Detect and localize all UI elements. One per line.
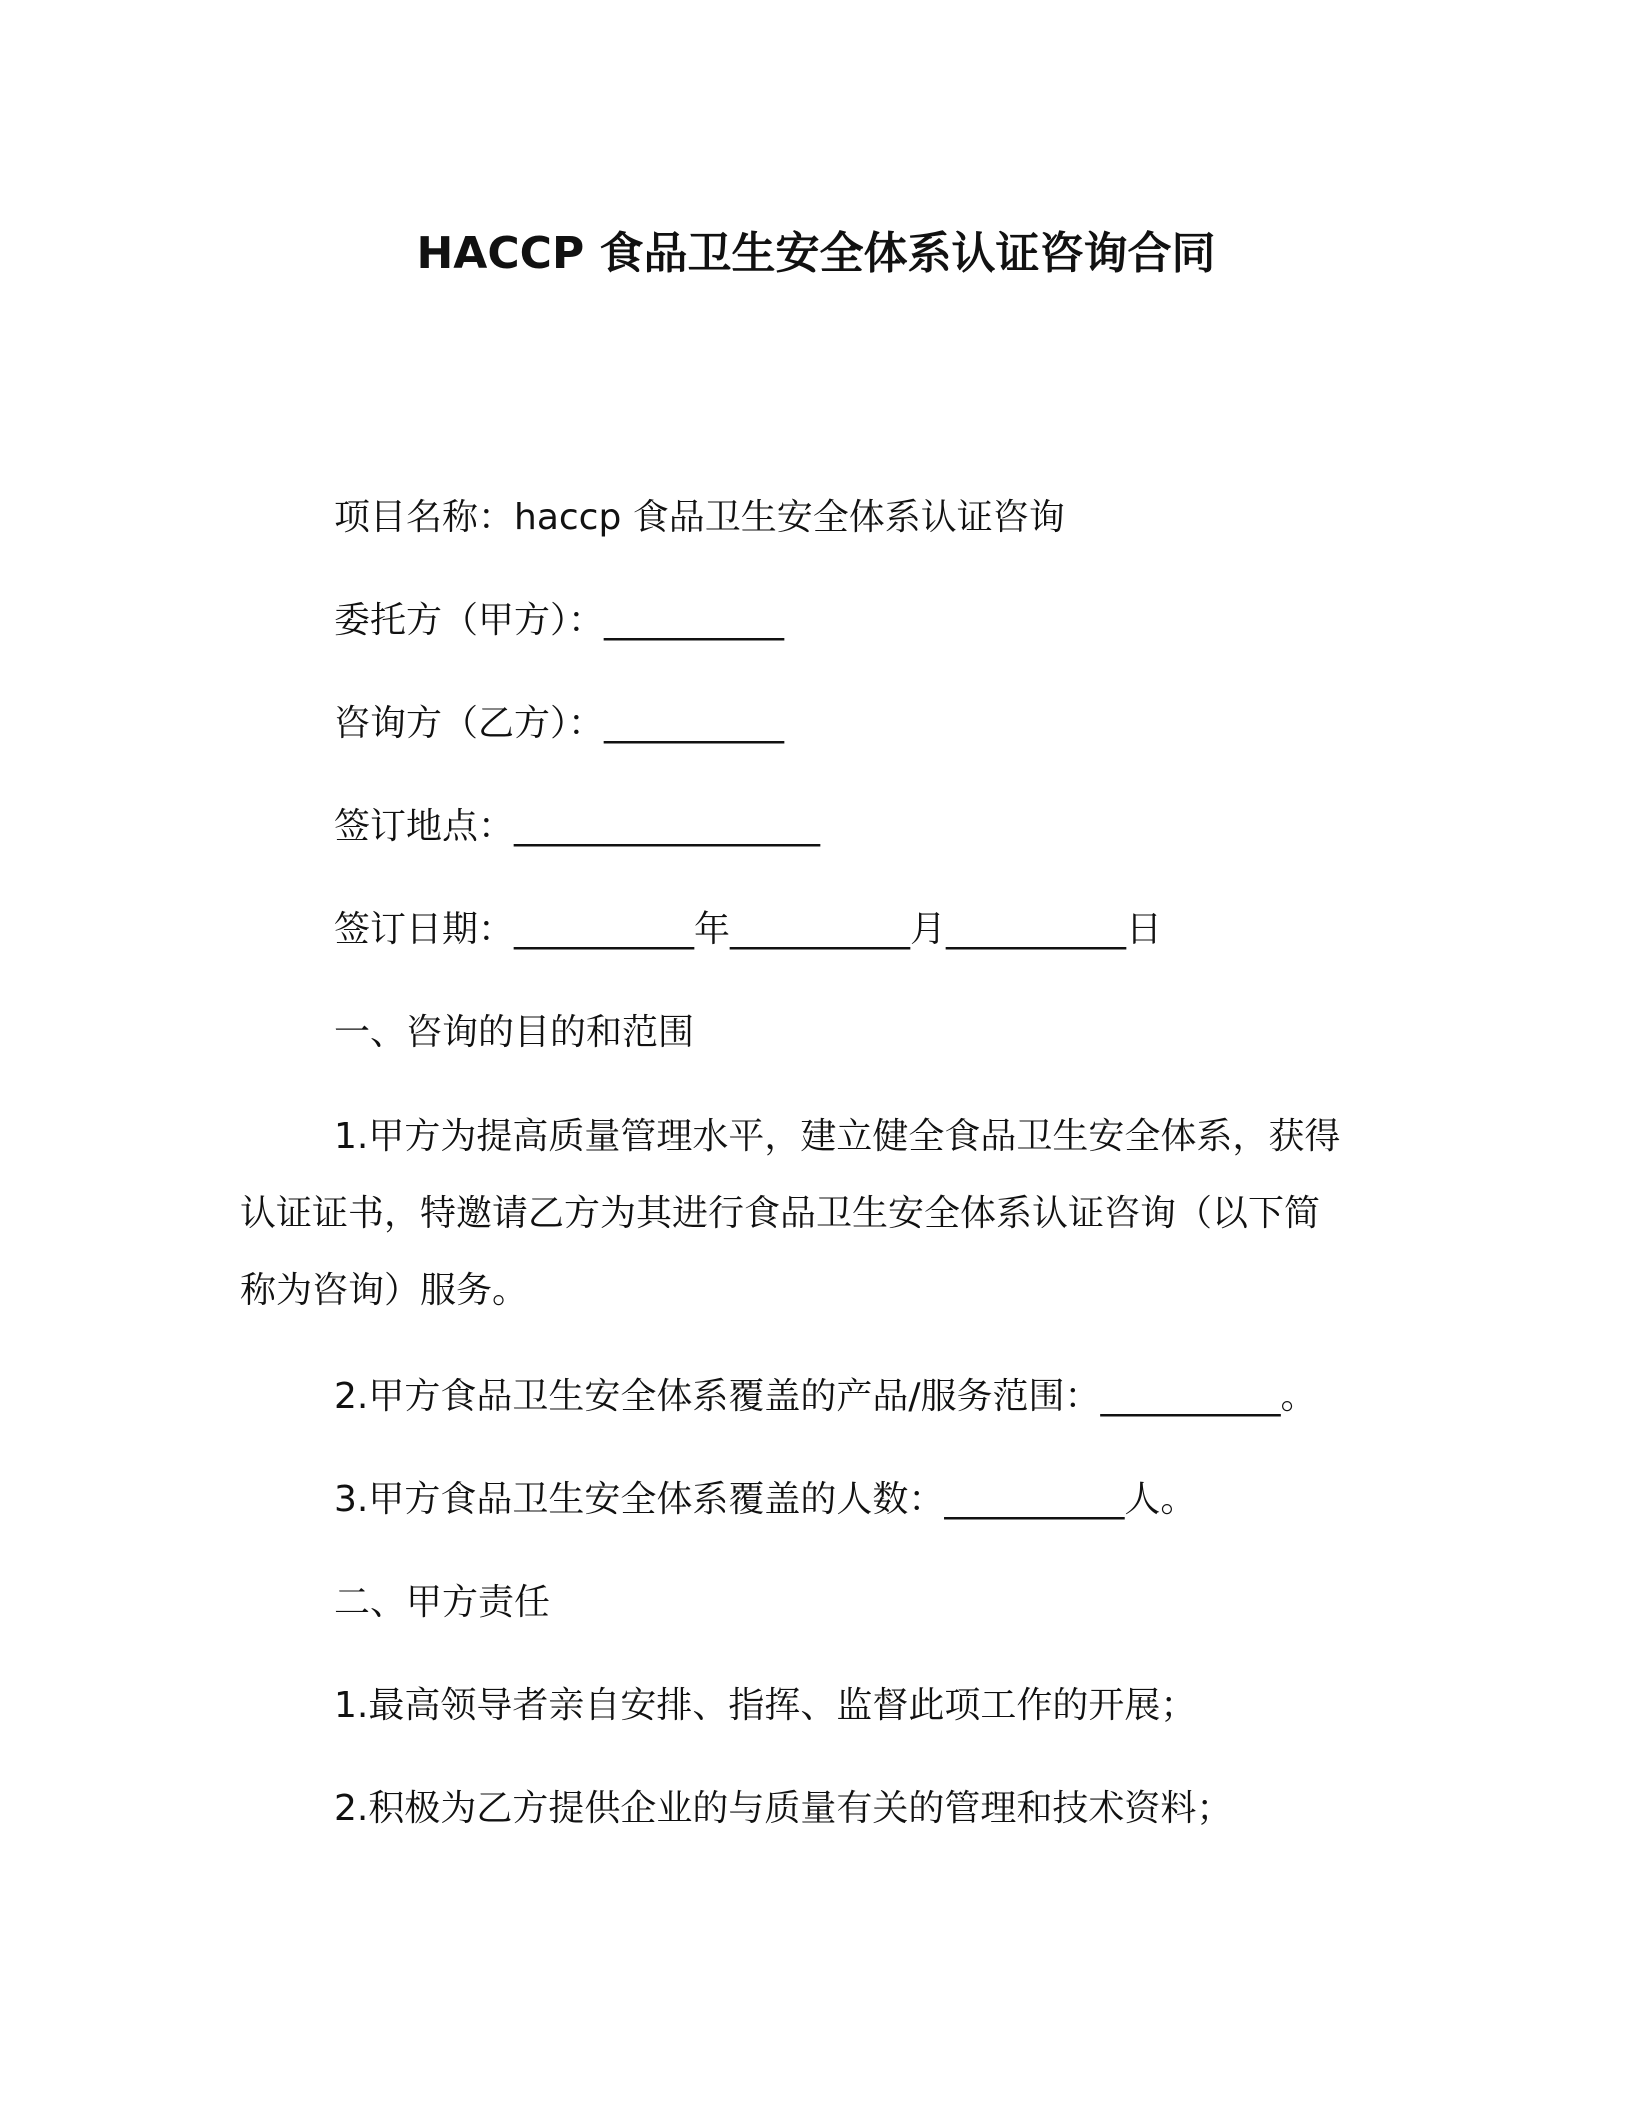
paragraph-line: 3.甲方食品卫生安全体系覆盖的人数：__________人。 [334,1479,1197,1520]
paragraph-line: 2.甲方食品卫生安全体系覆盖的产品/服务范围：__________。 [334,1376,1317,1417]
party-b-line: 咨询方（乙方）：__________ [334,703,785,744]
party-a-line: 委托方（甲方）：__________ [334,600,785,641]
section-heading: 一、咨询的目的和范围 [334,1012,695,1053]
sign-place-line: 签订地点：_________________ [334,806,821,847]
section-heading: 二、甲方责任 [334,1582,551,1623]
paragraph-line: 1.甲方为提高质量管理水平，建立健全食品卫生安全体系，获得 [334,1116,1341,1157]
sign-date-line: 签订日期：__________年__________月__________日 [334,909,1163,950]
paragraph-line: 认证证书，特邀请乙方为其进行食品卫生安全体系认证咨询（以下简 [240,1193,1321,1234]
paragraph-line: 2.积极为乙方提供企业的与质量有关的管理和技术资料； [334,1788,1233,1829]
project-name-line: 项目名称：haccp 食品卫生安全体系认证咨询 [334,497,1065,538]
document-title: HACCP 食品卫生安全体系认证咨询合同 [416,228,1216,279]
paragraph-line: 1.最高领导者亲自安排、指挥、监督此项工作的开展； [334,1685,1197,1726]
paragraph-line: 称为咨询）服务。 [240,1270,529,1311]
